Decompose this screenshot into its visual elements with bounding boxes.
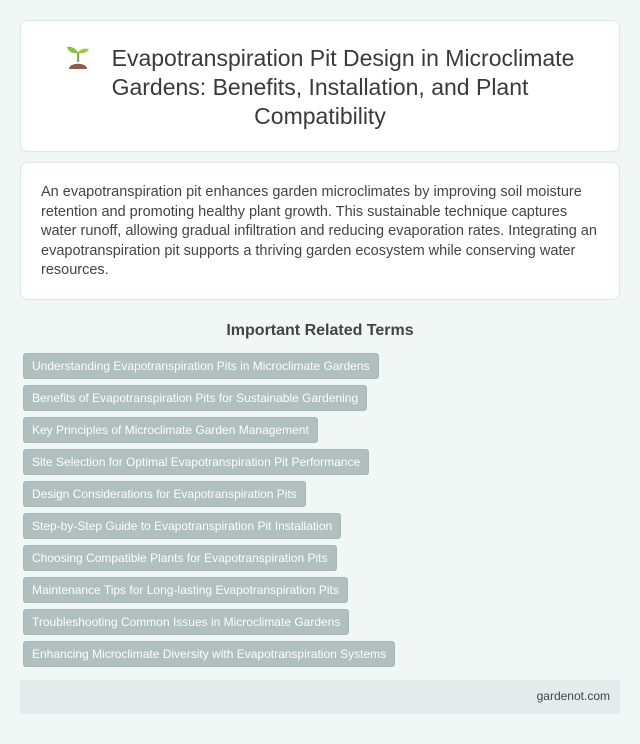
related-terms-list — [20, 353, 620, 673]
footer-site-link[interactable]: gardenot.com — [536, 689, 610, 703]
title-text: Evapotranspiration Pit Design in Microclimate Gardens: Benefits, Installation, and Plant Compatibility — [111, 45, 575, 129]
related-term-tag[interactable]: Enhancing Microclimate Diversity with Evapotranspiration Systems — [23, 641, 395, 667]
title-card — [20, 20, 620, 152]
related-term-tag[interactable]: Understanding Evapotranspiration Pits in Microclimate Gardens — [23, 353, 379, 379]
intro-paragraph: An evapotranspiration pit enhances garden microclimates by improving soil moisture retention and promoting healthy plant growth. This sustainable technique captures water runoff, allowing gradual infiltration and reducing evaporation rates. Integrating an evapotranspiration pit supports a thriving garden ecosystem while conserving water resources. — [41, 184, 597, 279]
related-term-tag[interactable]: Troubleshooting Common Issues in Microclimate Gardens — [23, 609, 349, 635]
intro-card — [20, 162, 620, 300]
page-title — [51, 43, 589, 131]
footer — [20, 680, 620, 714]
related-term-tag[interactable]: Site Selection for Optimal Evapotranspiration Pit Performance — [23, 449, 369, 475]
related-term-tag[interactable]: Choosing Compatible Plants for Evapotranspiration Pits — [23, 545, 337, 571]
related-term-tag[interactable]: Design Considerations for Evapotranspiration Pits — [23, 481, 306, 507]
related-term-tag[interactable]: Maintenance Tips for Long-lasting Evapotranspiration Pits — [23, 577, 348, 603]
related-term-tag[interactable]: Benefits of Evapotranspiration Pits for Sustainable Gardening — [23, 385, 367, 411]
sprout-icon — [66, 43, 90, 69]
related-term-tag[interactable]: Step-by-Step Guide to Evapotranspiration Pit Installation — [23, 513, 341, 539]
related-terms-heading: Important Related Terms — [226, 322, 414, 339]
related-term-tag[interactable]: Key Principles of Microclimate Garden Management — [23, 417, 318, 443]
